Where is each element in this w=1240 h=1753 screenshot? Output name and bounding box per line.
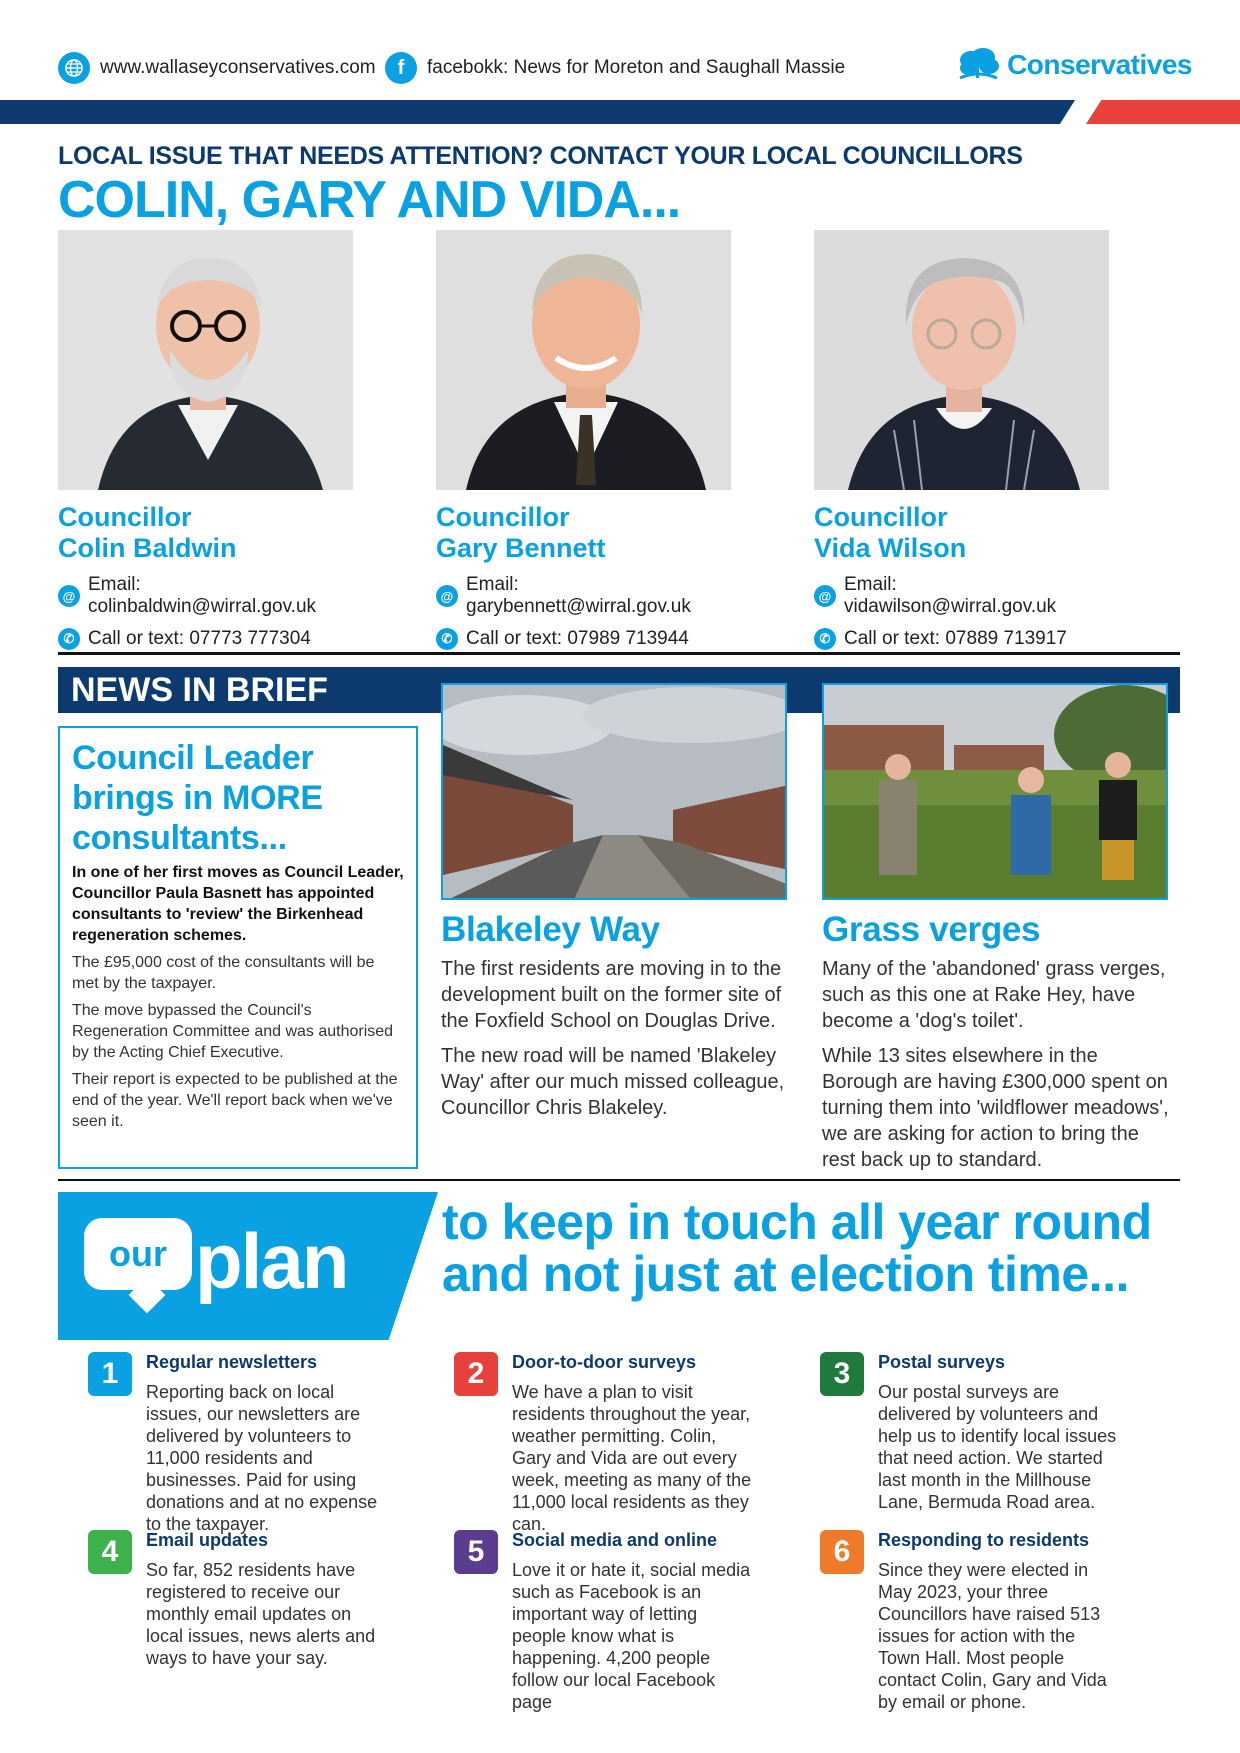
councillor-phone[interactable]: [436, 628, 736, 650]
councillor-phone[interactable]: [58, 628, 358, 650]
councillor-name: Vida Wilson: [814, 533, 967, 563]
email-at-icon: @: [436, 585, 458, 607]
news-story-grass-verges: [822, 683, 1170, 1173]
speech-bubble: our: [84, 1218, 192, 1290]
story-paragraph: The new road will be named 'Blakeley Way' after our much missed colleague, Councillor Chris Blakeley.: [441, 1045, 785, 1119]
website-link[interactable]: [58, 52, 376, 84]
plan-item-title: Regular newsletters: [146, 1352, 318, 1372]
website-text: www.wallaseyconservatives.com: [100, 57, 376, 78]
plan-item: [88, 1352, 388, 1535]
councillor-title: Councillor: [436, 502, 570, 532]
councillor-card: [436, 230, 736, 650]
section-divider: [58, 1179, 1180, 1181]
plan-number-badge: 5: [454, 1530, 498, 1574]
facebook-link[interactable]: [385, 52, 845, 84]
plan-item-text: Since they were elected in May 2023, your three Councillors have raised 513 issues for action with the Town Hall. Most people contact Colin, Gary and Vida by email or phone.: [878, 1560, 1107, 1712]
page-header: [0, 0, 1240, 100]
plan-item: [820, 1352, 1120, 1513]
story-paragraph: While 13 sites elsewhere in the Borough are having £300,000 spent on turning them into 'wildflower meadows', we are asking for action to bring the rest back up to standard.: [822, 1045, 1169, 1171]
header-stripe-red: [1086, 100, 1240, 124]
councillor-photo: [436, 230, 731, 490]
phone-text: Call or text: 07989 713944: [466, 628, 689, 649]
phone-icon: ✆: [58, 628, 80, 650]
plan-number-badge: 3: [820, 1352, 864, 1396]
plan-item: [820, 1530, 1120, 1713]
plan-item: [454, 1352, 754, 1535]
councillor-name: Colin Baldwin: [58, 533, 237, 563]
story-title: Grass verges: [822, 910, 1041, 949]
logo-text: Conservatives: [1007, 49, 1192, 80]
story-photo: [822, 683, 1168, 900]
plan-number-badge: 2: [454, 1352, 498, 1396]
councillor-card: [814, 230, 1114, 650]
plan-number-badge: 1: [88, 1352, 132, 1396]
contact-kicker: LOCAL ISSUE THAT NEEDS ATTENTION? CONTACT YOUR LOCAL COUNCILLORS: [58, 142, 1023, 170]
councillor-name: Gary Bennett: [436, 533, 606, 563]
councillor-photo: [58, 230, 353, 490]
email-text: Email: garybennett@wirral.gov.uk: [466, 574, 691, 617]
councillor-title: Councillor: [58, 502, 192, 532]
plan-item-text: Reporting back on local issues, our newsletters are delivered by volunteers to 11,000 residents and businesses. Paid for using donations and at no expense to the taxpayer.: [146, 1382, 378, 1534]
plan-item-title: Postal surveys: [878, 1352, 1006, 1372]
globe-icon: [58, 52, 90, 84]
story-photo: [441, 683, 787, 900]
story-paragraph: Many of the 'abandoned' grass verges, such as this one at Rake Hey, have become a 'dog's toilet'.: [822, 958, 1166, 1032]
conservatives-logo: [955, 46, 1192, 84]
councillors-headline: COLIN, GARY AND VIDA...: [58, 171, 681, 229]
email-text: Email: colinbaldwin@wirral.gov.uk: [88, 574, 317, 617]
plan-headline-line-1: to keep in touch all year round: [442, 1194, 1152, 1250]
email-at-icon: @: [814, 585, 836, 607]
news-story-blakeley-way: [441, 683, 789, 1121]
plan-number-badge: 4: [88, 1530, 132, 1574]
lead-story-paragraph: The move bypassed the Council's Regeneration Committee and was authorised by the Acting Chief Executive.: [72, 1002, 394, 1061]
plan-word: plan: [195, 1217, 348, 1305]
phone-text: Call or text: 07773 777304: [88, 628, 311, 649]
story-title: Blakeley Way: [441, 910, 660, 949]
plan-item-text: Our postal surveys are delivered by volunteers and help us to identify local issues that need action. We started last month in the Millhouse Lane, Bermuda Road area.: [878, 1382, 1117, 1512]
plan-item-text: Love it or hate it, social media such as Facebook is an important way of letting people know what is happening. 4,200 people follow our local Facebook page: [512, 1560, 751, 1712]
facebook-text: facebokk: News for Moreton and Saughall Massie: [427, 57, 846, 78]
councillor-title: Councillor: [814, 502, 948, 532]
lead-story-title: Council Leader brings in MORE consultants...: [72, 739, 323, 857]
phone-text: Call or text: 07889 713917: [844, 628, 1067, 649]
lead-story-paragraph: The £95,000 cost of the consultants will be met by the taxpayer.: [72, 954, 375, 992]
councillor-photo: [814, 230, 1109, 490]
facebook-icon: f: [385, 52, 417, 84]
phone-icon: ✆: [436, 628, 458, 650]
email-text: Email: vidawilson@wirral.gov.uk: [844, 574, 1057, 617]
plan-number-badge: 6: [820, 1530, 864, 1574]
plan-item-text: We have a plan to visit residents throughout the year, weather permitting. Colin, Gary and Vida are out every week, meeting as many of the 11,000 local residents as they can.: [512, 1382, 752, 1534]
plan-headline-line-2: and not just at election time...: [442, 1246, 1129, 1302]
lead-story-intro: In one of her first moves as Council Leader, Councillor Paula Basnett has appointed consultants to 'review' the Birkenhead regeneration schemes.: [72, 864, 404, 944]
email-at-icon: @: [58, 585, 80, 607]
councillor-card: [58, 230, 358, 650]
councillor-email[interactable]: [436, 574, 736, 618]
councillor-email[interactable]: [814, 574, 1114, 618]
lead-story-paragraph: Their report is expected to be published at the end of the year. We'll report back when we've seen it.: [72, 1071, 398, 1130]
story-paragraph: The first residents are moving in to the development built on the former site of the Foxfield School on Douglas Drive.: [441, 958, 782, 1032]
plan-item-title: Door-to-door surveys: [512, 1352, 697, 1372]
phone-icon: ✆: [814, 628, 836, 650]
plan-item-title: Email updates: [146, 1530, 269, 1550]
councillor-phone[interactable]: [814, 628, 1114, 650]
section-divider: [58, 652, 1180, 655]
councillor-email[interactable]: [58, 574, 358, 618]
plan-item: [88, 1530, 388, 1669]
header-stripe-navy: [0, 100, 1075, 124]
plan-item-title: Responding to residents: [878, 1530, 1090, 1550]
plan-item-text: So far, 852 residents have registered to receive our monthly email updates on local issues, news alerts and ways to have your say.: [146, 1560, 376, 1668]
plan-item: [454, 1530, 754, 1713]
lead-story-box: [58, 726, 418, 1169]
plan-item-title: Social media and online: [512, 1530, 718, 1550]
tree-icon: [955, 46, 1001, 84]
news-section-title: NEWS IN BRIEF: [71, 671, 328, 709]
plan-headline: [442, 1196, 1152, 1300]
